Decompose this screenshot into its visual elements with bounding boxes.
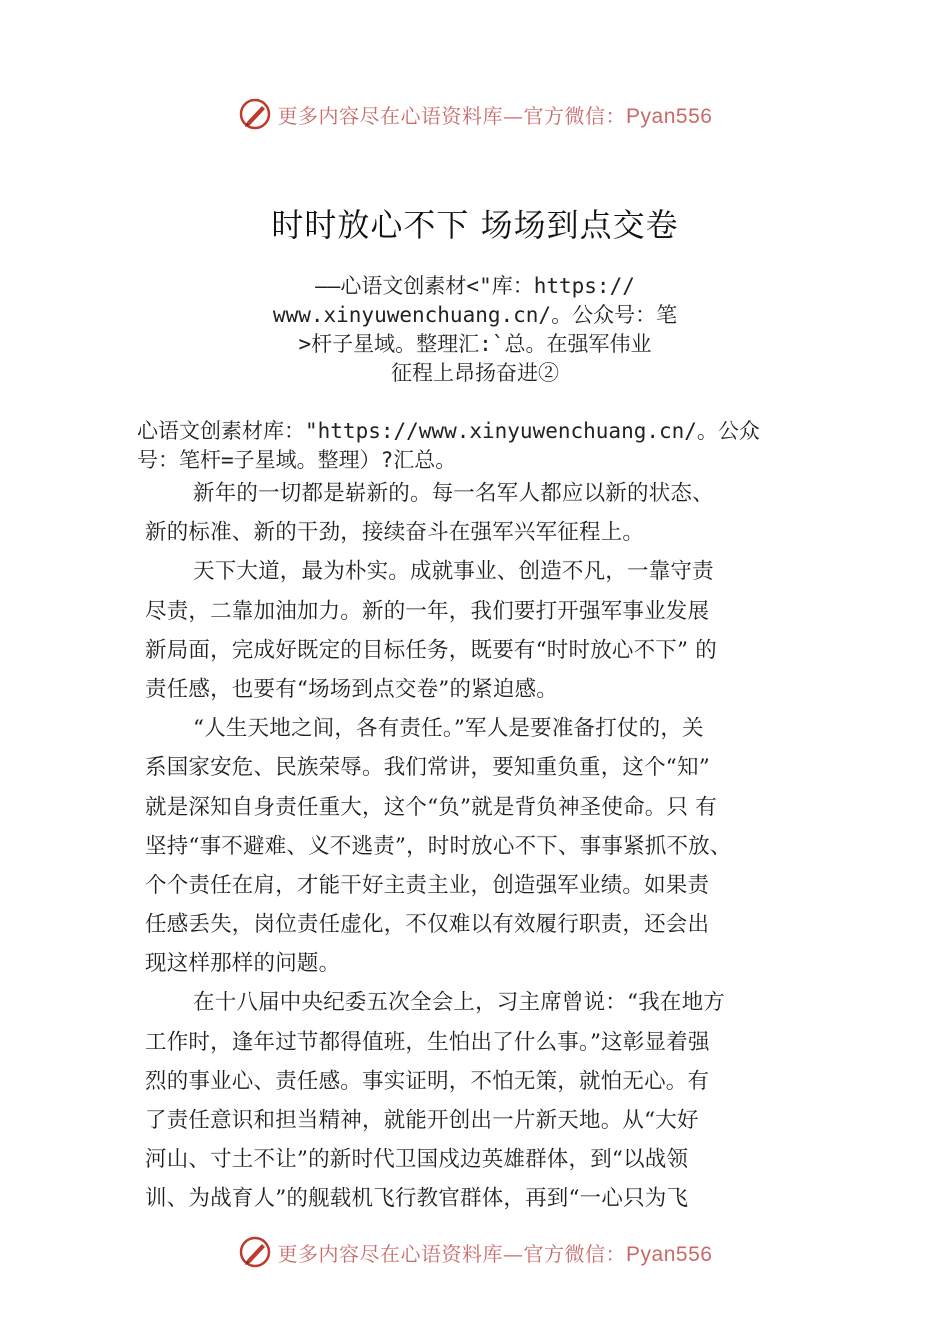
subtitle-line: www.xinyuwenchuang.cn/。公众号：笔 (272, 303, 678, 327)
subtitle-line: >杆子星域。整理汇:`总。在强军伟业 (298, 332, 652, 356)
body-line: 烈的事业心、责任感。事实证明，不怕无策，就怕无心。有 (145, 1068, 710, 1094)
source-note-line: 号：笔杆=子星域。整理）?汇总。 (137, 448, 457, 472)
source-note (137, 417, 827, 475)
subtitle-line: ——心语文创素材<"库：https:// (315, 274, 635, 298)
body-line: 新年的一切都是崭新的。每一名军人都应以新的状态、 (193, 481, 714, 506)
subtitle-block (175, 272, 775, 388)
page-title: 时时放心不下 场场到点交卷 (271, 206, 679, 244)
body-line: “人生天地之间，各有责任。”军人是要准备打仗的，关 (193, 716, 704, 742)
body-line: 任感丢失，岗位责任虚化，不仅难以有效履行职责，还会出 (145, 912, 710, 938)
body-line: 河山、寸土不让”的新时代卫国戍边英雄群体，到“以战领 (145, 1147, 689, 1173)
body-line: 责任感，也要有“场场到点交卷”的紧迫感。 (145, 676, 558, 702)
body-line: 就是深知自身责任重大，这个“负”就是背负神圣使命。只 有 (145, 794, 717, 820)
body-line: 系国家安危、民族荣辱。我们常讲，要知重负重，这个“知” (145, 755, 710, 781)
body-line: 了责任意识和担当精神，就能开创出一片新天地。从“大好 (145, 1108, 699, 1133)
body-line: 训、为战育人”的舰载机飞行教官群体，再到“一心只为飞 (145, 1186, 689, 1212)
body-line: 现这样那样的问题。 (145, 951, 341, 977)
article-body (145, 474, 825, 1219)
body-line: 在十八届中央纪委五次全会上，习主席曾说：“我在地方 (193, 990, 725, 1016)
body-line: 工作时，逢年过节都得值班，生怕出了什么事。”这彰显着强 (145, 1029, 710, 1055)
watermark-banner-top (0, 94, 950, 134)
source-note-line: 心语文创素材库："https://www.xinyuwenchuang.cn/。公众 (137, 419, 760, 443)
body-line: 尽责，二靠加油加力。新的一年，我们要打开强军事业发展 (145, 598, 710, 624)
watermark-banner-bottom (0, 1232, 950, 1272)
watermark-text: 更多内容尽在心语资料库—官方微信：Pyan556 (277, 103, 713, 128)
body-line: 坚持“事不避难、义不逃责”，时时放心不下、事事紧抓不放、 (145, 833, 732, 859)
body-line: 天下大道，最为朴实。成就事业、创造不凡，一靠守责 (193, 559, 714, 585)
body-line: 新的标准、新的干劲，接续奋斗在强军兴军征程上。 (145, 520, 645, 546)
body-line: 新局面，完成好既定的目标任务，既要有“时时放心不下” 的 (145, 637, 717, 663)
watermark-text: 更多内容尽在心语资料库—官方微信：Pyan556 (277, 1241, 713, 1266)
subtitle-line: 征程上昂扬奋进② (391, 361, 559, 385)
pen-logo-icon (238, 1235, 272, 1269)
pen-logo-icon (238, 97, 272, 131)
body-line: 个个责任在肩，才能干好主责主业，创造强军业绩。如果责 (145, 872, 710, 898)
